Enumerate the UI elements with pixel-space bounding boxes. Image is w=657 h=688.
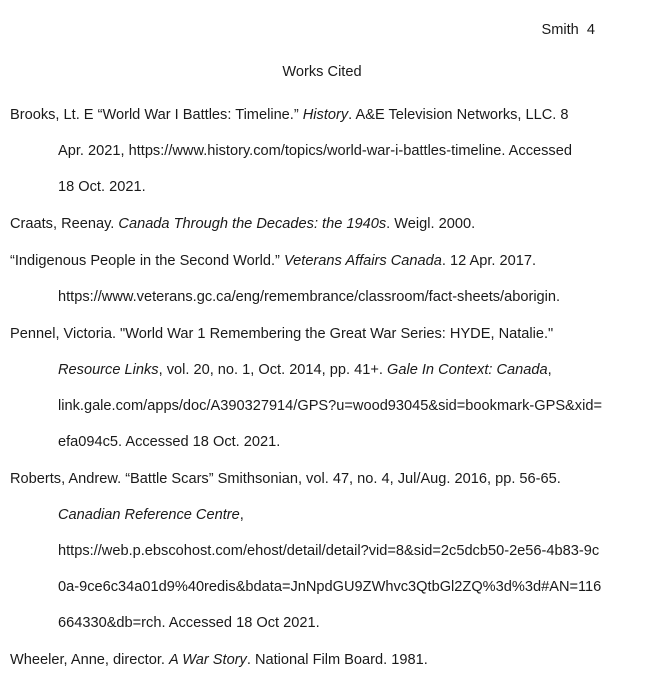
- citation-italic-text: Veterans Affairs Canada: [283, 253, 442, 269]
- citation-text: . National Film Board. 1981.: [246, 652, 428, 668]
- citation-line: [10, 252, 650, 288]
- citation-entry: [10, 651, 650, 688]
- citation-entry: [10, 252, 650, 325]
- citation-line: [10, 361, 650, 397]
- citation-text: https://web.p.ebscohost.com/ehost/detail/detail?vid=8&sid=2c5dcb50-2e56-4b83-9c: [58, 543, 600, 559]
- citation-entry: [10, 470, 650, 651]
- citation-line: [10, 578, 650, 614]
- citation-line: [10, 325, 650, 361]
- citation-text: 18 Oct. 2021.: [58, 179, 146, 195]
- citation-line: [10, 470, 650, 506]
- citation-line: [10, 106, 650, 142]
- citation-entry: [10, 215, 650, 252]
- citation-line: [10, 433, 650, 470]
- citation-text: . Weigl. 2000.: [386, 216, 476, 232]
- running-head: Smith 4: [541, 22, 595, 38]
- citation-line: [10, 215, 650, 252]
- citation-text: Roberts, Andrew. “Battle Scars” Smithsonian, vol. 47, no. 4, Jul/Aug. 2016, pp. 56-65.: [10, 471, 561, 487]
- citation-italic-text: Gale In Context: Canada: [386, 362, 548, 378]
- citation-italic-text: Canadian Reference Centre: [58, 507, 240, 523]
- citation-italic-text: Canada Through the Decades: the 1940s: [118, 216, 387, 232]
- citation-line: [10, 397, 650, 433]
- citation-line: [10, 178, 650, 215]
- citation-text: 664330&db=rch. Accessed 18 Oct 2021.: [58, 615, 320, 631]
- citation-text: “Indigenous People in the Second World.”: [10, 253, 284, 269]
- citation-text: Pennel, Victoria. "World War 1 Remembering the Great War Series: HYDE, Natalie.": [10, 326, 554, 342]
- citation-text: https://www.veterans.gc.ca/eng/remembrance/classroom/fact-sheets/aborigin.: [58, 289, 561, 305]
- citation-text: ,: [239, 507, 244, 523]
- citation-line: [10, 651, 650, 688]
- citation-text: . A&E Television Networks, LLC. 8: [348, 107, 569, 123]
- citation-text: , vol. 20, no. 1, Oct. 2014, pp. 41+.: [158, 362, 387, 378]
- citation-entry: [10, 325, 650, 470]
- citation-text: Craats, Reenay.: [10, 216, 119, 232]
- citation-line: [10, 542, 650, 578]
- citation-italic-text: A War Story: [169, 652, 247, 668]
- citation-line: [10, 506, 650, 542]
- citation-text: 0a-9ce6c34a01d9%40redis&bdata=JnNpdGU9ZWhvc3QtbGl2ZQ%3d%3d#AN=116: [58, 579, 602, 595]
- citation-text: Brooks, Lt. E “World War I Battles: Timeline.”: [10, 107, 303, 123]
- citation-text: . 12 Apr. 2017.: [441, 253, 536, 269]
- citation-text: Wheeler, Anne, director.: [10, 652, 169, 668]
- citation-line: [10, 288, 650, 325]
- citation-text: efa094c5. Accessed 18 Oct. 2021.: [58, 434, 281, 450]
- citation-text: ,: [547, 362, 552, 378]
- works-cited-list: [10, 106, 650, 688]
- citation-entry: [10, 106, 650, 215]
- citation-italic-text: Resource Links: [58, 362, 159, 378]
- page-title: Works Cited: [282, 64, 362, 80]
- citation-italic-text: History: [302, 107, 349, 123]
- citation-text: Apr. 2021, https://www.history.com/topics/world-war-i-battles-timeline. Accessed: [58, 143, 572, 159]
- citation-text: link.gale.com/apps/doc/A390327914/GPS?u=wood93045&sid=bookmark-GPS&xid=: [58, 398, 602, 414]
- citation-line: [10, 142, 650, 178]
- citation-line: [10, 614, 650, 651]
